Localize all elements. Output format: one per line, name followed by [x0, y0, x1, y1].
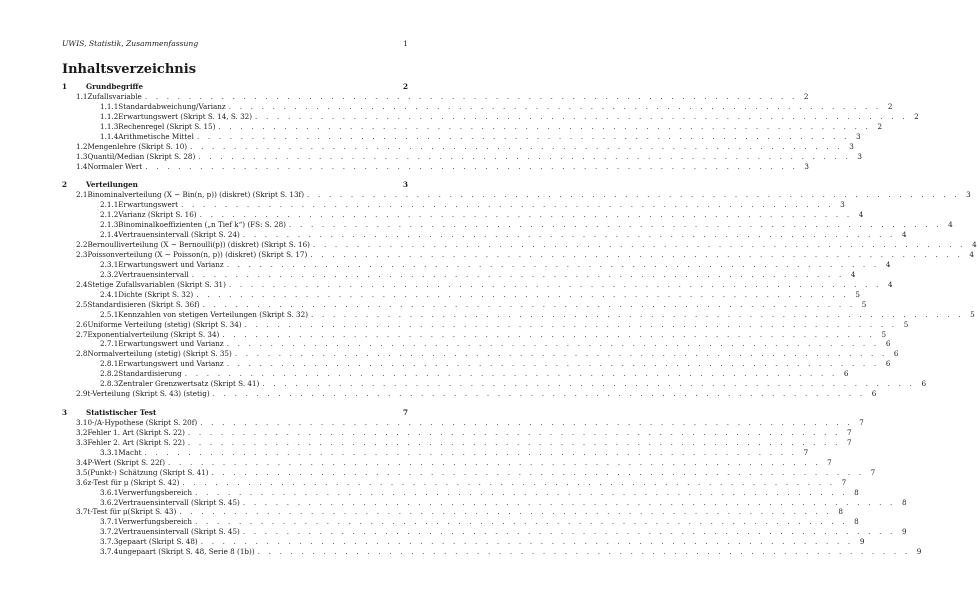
toc-entry-number: 3.6.2	[100, 497, 119, 507]
toc-entry-page: 5	[903, 319, 909, 329]
toc-entry-title: Normaler Wert	[87, 161, 143, 171]
toc-heading: Inhaltsverzeichnis	[62, 62, 197, 77]
toc-section[interactable]	[62, 477, 847, 488]
toc-entry-number: 3.4	[76, 457, 88, 467]
toc-entry-number: 3.7.2	[100, 527, 119, 537]
dot-leader: . . . . . . . . . . . . . . . . . . . . . . . . . . . . . . . . . . . . . . . . . . . . . . . . . . . . . . . . . . . .	[187, 437, 841, 447]
toc-entry-title: Zentraler Grenzwertsatz (Skript S. 41)	[118, 379, 260, 389]
toc-subsection[interactable]	[62, 547, 922, 557]
toc-chapter[interactable]	[62, 180, 408, 190]
toc-entry-title: Statistischer Test	[86, 408, 157, 418]
dot-leader: . . . . . . . . . . . . . . . . . . . . . . . . . . . . . . . . . . . . . . . . . . . . . . . . . . . . . . . . . . . .	[179, 507, 832, 517]
dot-leader: . . . . . . . . . . . . . . . . . . . . . . . . . . . . . . . . . . . . . . . . . . . . . . . . . . . . . . . . . . . .	[187, 427, 841, 437]
toc-entry-title: Exponentialverteilung (Skript S. 34)	[87, 329, 220, 339]
toc-entry-number: 2.1	[76, 190, 88, 200]
toc-subsection[interactable]	[62, 121, 883, 132]
toc-entry-number: 1.1	[76, 91, 88, 101]
toc-entry-number: 2.3.1	[100, 259, 119, 269]
toc-subsection[interactable]	[62, 200, 845, 210]
toc-subsection[interactable]	[62, 537, 865, 547]
toc-entry-title: P-Wert (Skript S. 22f)	[87, 457, 166, 467]
header-title: UWIS, Statistik, Zusammenfassung	[62, 39, 199, 48]
toc-entry-page: 5	[855, 289, 860, 299]
toc-entry-number: 2.7	[76, 329, 88, 339]
toc-entry-page: 4	[858, 210, 864, 220]
dot-leader: . . . . . . . . . . . . . . . . . . . . . . . . . . . . . . . . . . . . . . . . . . . . . . . . . . . . . . . . . . . .	[212, 389, 866, 399]
toc-subsection[interactable]	[62, 309, 975, 320]
dot-leader: . . . . . . . . . . . . . . . . . . . . . . . . . . . . . . . . . . . . . . . . . . . . . . . . . . . . . . . . . . . .	[182, 477, 836, 487]
dot-leader: . . . . . . . . . . . . . . . . . . . . . . . . . . . . . . . . . . . . . . . . . . . . . . . . . . . . . . . . . . . .	[144, 447, 798, 457]
toc-entry-number: 3.7	[76, 507, 88, 517]
toc-entry-title: Standardisieren (Skript S. 36f)	[87, 299, 200, 309]
dot-leader: . . . . . . . . . . . . . . . . . . . . . . . . . . . . . . . . . . . . . . . . . . . . . . . . . . . . . . . . . . . .	[242, 527, 896, 537]
toc-entry-number: 2.4.1	[100, 289, 119, 299]
toc-subsection[interactable]	[62, 259, 891, 270]
dot-leader: . . . . . . . . . . . . . . . . . . . . . . . . . . . . . . . . . . . . . . . . . . . . . . . . . . . . . . . . . . . .	[257, 547, 911, 557]
toc-entry-number: 2.8.3	[100, 379, 119, 389]
dot-leader: . . . . . . . . . . . . . . . . . . . . . . . . . . . . . . . . . . . . . . . . . . . . . . . . . . . . . . . . . . . .	[310, 250, 963, 259]
toc-section[interactable]	[62, 329, 887, 340]
toc-entry-title: Rechenregel (Skript S. 15)	[118, 121, 216, 131]
toc-entry-page: 3	[840, 200, 845, 210]
toc-entry-title: Erwartungswert und Varianz	[118, 339, 224, 349]
table-of-contents	[62, 82, 977, 557]
toc-subsection[interactable]	[62, 220, 953, 230]
toc-entry-number: 1	[62, 82, 68, 91]
dot-leader: . . . . . . . . . . . . . . . . . . . . . . . . . . . . . . . . . . . . . . . . . . . . . . . . . . . . . . . . . . . .	[191, 269, 845, 279]
toc-entry-page: 3	[804, 161, 809, 171]
toc-entry-page: 2	[402, 82, 408, 91]
dot-leader: . . . . . . . . . . . . . . . . . . . . . . . . . . . . . . . . . . . . . . . . . . . . . . . . . . . . . . . . . . . .	[195, 517, 848, 527]
toc-chapter[interactable]	[62, 408, 408, 418]
toc-entry-page: 5	[881, 329, 887, 339]
dot-leader: . . . . . . . . . . . . . . . . . . . . . . . . . . . . . . . . . . . . . . . . . . . . . . . . . . . . . . . . . . . .	[145, 161, 798, 171]
dot-leader: . . . . . . . . . . . . . . . . . . . . . . . . . . . . . . . . . . . . . . . . . . . . . . . . . . . . . . . . . . . .	[200, 418, 853, 427]
toc-section[interactable]	[62, 279, 893, 290]
toc-entry-page: 6	[871, 389, 877, 399]
toc-entry-number: 2.6	[76, 319, 88, 329]
toc-entry-title: ungepaart (Skript S. 48, Serie 8 (1b))	[118, 547, 255, 557]
toc-entry-number: 3.7.1	[100, 517, 119, 527]
toc-entry-number: 2.5	[76, 299, 88, 309]
dot-leader: . . . . . . . . . . . . . . . . . . . . . . . . . . . . . . . . . . . . . . . . . . . . . . . . . . . . . . . . . . . .	[199, 210, 853, 220]
toc-entry-number: 2	[62, 180, 68, 190]
toc-subsection[interactable]	[62, 447, 809, 458]
toc-subsection[interactable]	[62, 517, 859, 527]
toc-entry-page: 2	[887, 101, 893, 111]
toc-entry-number: 2.9	[76, 389, 88, 399]
toc-entry-number: 1.3	[76, 151, 88, 161]
toc-entry-title: Erwartungswert und Varianz	[118, 259, 224, 269]
toc-entry-page: 7	[841, 477, 847, 487]
toc-entry-page: 9	[901, 527, 907, 537]
toc-entry-page: 4	[885, 259, 891, 269]
toc-entry-title: (Punkt-) Schätzung (Skript S. 41)	[87, 467, 209, 477]
dot-leader: . . . . . . . . . . . . . . . . . . . . . . . . . . . . . . . . . . . . . . . . . . . . . . . . . . . . . . . . . . . .	[228, 279, 882, 289]
dot-leader: . . . . . . . . . . . . . . . . . . . . . . . . . . . . . . . . . . . . . . . . . . . . . . . . . . . . . . . . . . . .	[262, 379, 916, 389]
toc-entry-number: 3	[62, 408, 68, 418]
toc-entry-page: 8	[838, 507, 843, 517]
toc-entry-title: Normalverteilung (stetig) (Skript S. 35)	[87, 349, 232, 359]
toc-entry-title: Zufallsvariable	[87, 91, 142, 101]
toc-entry-page: 3	[402, 180, 408, 190]
dot-leader: . . . . . . . . . . . . . . . . . . . . . . . . . . . . . . . . . . . . . . . . . . . . . . . . . . . . . . . . . . . .	[196, 131, 850, 141]
toc-entry-title: Binominalverteilung (X ∼ Bin(n, p)) (diskret) (Skript S. 13f)	[87, 190, 305, 200]
toc-entry-title: Poissonverteilung (X ∼ Poisson(n, p)) (diskret) (Skript S. 17)	[87, 250, 308, 259]
toc-entry-page: 6	[843, 369, 849, 379]
toc-entry-number: 2.7.1	[100, 339, 119, 349]
toc-entry-title: Erwartungswert (Skript S. 14, S. 32)	[118, 111, 253, 121]
toc-entry-number: 2.4	[76, 279, 88, 289]
toc-entry-page: 7	[870, 467, 876, 477]
toc-entry-title: Grundbegriffe	[86, 82, 144, 91]
toc-entry-page: 8	[854, 487, 859, 497]
toc-entry-number: 3.2	[76, 427, 88, 437]
toc-entry-page: 8	[901, 497, 907, 507]
toc-section[interactable]	[62, 507, 843, 517]
toc-entry-title: t-Test für μ(Skript S. 43)	[87, 507, 177, 517]
toc-entry-title: Standardisierung	[118, 369, 182, 379]
toc-entry-number: 2.1.2	[100, 210, 119, 220]
toc-entry-title: Fehler 2. Art (Skript S. 22)	[87, 437, 185, 447]
toc-entry-number: 1.1.2	[100, 111, 119, 121]
toc-section[interactable]	[62, 457, 832, 468]
toc-entry-title: Vertrauensintervall	[118, 269, 189, 279]
toc-entry-title: Verwerfungsbereich	[118, 487, 193, 497]
toc-entry-page: 2	[914, 111, 919, 121]
toc-entry-title: Vertrauensintervall (Skript S. 45)	[118, 527, 240, 537]
toc-entry-title: Standardabweichung/Varianz	[118, 101, 226, 111]
dot-leader: . . . . . . . . . . . . . . . . . . . . . . . . . . . . . . . . . . . . . . . . . . . . . . . . . . . . . . . . . . . .	[226, 339, 880, 349]
dot-leader: . . . . . . . . . . . . . . . . . . . . . . . . . . . . . . . . . . . . . . . . . . . . . . . . . . . . . . . . . . . .	[244, 319, 898, 329]
toc-entry-number: 3.1	[76, 418, 88, 427]
toc-entry-page: 7	[859, 418, 864, 427]
dot-leader: . . . . . . . . . . . . . . . . . . . . . . . . . . . . . . . . . . . . . . . . . . . . . . . . . . . . . . . . . . . .	[168, 457, 821, 467]
toc-entry-page: 2	[877, 121, 883, 131]
toc-entry-number: 1.1.3	[100, 121, 119, 131]
toc-section[interactable]	[62, 161, 809, 172]
toc-entry-page: 6	[885, 339, 891, 349]
toc-entry-title: Kennzahlen von stetigen Verteilungen (Skript S. 32)	[118, 309, 309, 319]
toc-entry-title: Arithmetische Mittel	[118, 131, 194, 141]
toc-entry-page: 7	[847, 427, 852, 437]
toc-section[interactable]	[62, 389, 877, 399]
toc-entry-number: 3.7.3	[100, 537, 119, 547]
toc-entry-number: 3.5	[76, 467, 88, 477]
toc-entry-page: 4	[888, 279, 893, 289]
toc-section[interactable]	[62, 141, 854, 152]
toc-section[interactable]	[62, 91, 809, 102]
toc-entry-title: Vertrauensintervall (Skript S. 24)	[118, 230, 240, 240]
toc-entry-number: 2.8	[76, 349, 88, 359]
toc-section[interactable]	[62, 240, 977, 250]
toc-entry-number: 1.1.1	[100, 101, 119, 111]
toc-entry-page: 7	[402, 408, 408, 418]
toc-entry-title: Erwartungswert und Varianz	[118, 359, 224, 369]
dot-leader: . . . . . . . . . . . . . . . . . . . . . . . . . . . . . . . . . . . . . . . . . . . . . . . . . . . . . . . . . . . .	[222, 329, 876, 339]
running-header	[62, 39, 408, 48]
dot-leader: . . . . . . . . . . . . . . . . . . . . . . . . . . . . . . . . . . . . . . . . . . . . . . . . . . . . . . . . . . . .	[242, 230, 896, 240]
dot-leader: . . . . . . . . . . . . . . . . . . . . . . . . . . . . . . . . . . . . . . . . . . . . . . . . . . . . . . . . . . . .	[198, 151, 851, 161]
header-page-number: 1	[403, 39, 408, 48]
toc-entry-title: Uniforme Verteilung (stetig) (Skript S. 34)	[87, 319, 242, 329]
toc-entry-title: Verteilungen	[86, 180, 138, 190]
toc-entry-title: gepaart (Skript S. 48)	[118, 537, 198, 547]
toc-entry-title: Mengenlehre (Skript S. 10)	[87, 141, 188, 151]
toc-chapter[interactable]	[62, 82, 408, 92]
toc-entry-number: 2.3	[76, 250, 88, 259]
toc-subsection[interactable]	[62, 111, 919, 122]
toc-subsection[interactable]	[62, 230, 907, 240]
toc-entry-page: 3	[855, 131, 861, 141]
toc-entry-number: 3.3.1	[100, 447, 119, 457]
toc-entry-title: Verwerfungsbereich	[118, 517, 193, 527]
toc-entry-page: 7	[847, 437, 852, 447]
toc-entry-page: 7	[827, 457, 832, 467]
toc-entry-title: Erwartungswert	[118, 200, 179, 210]
toc-entry-page: 9	[859, 537, 865, 547]
dot-leader: . . . . . . . . . . . . . . . . . . . . . . . . . . . . . . . . . . . . . . . . . . . . . . . . . . . . . . . . . . . .	[196, 289, 849, 299]
toc-entry-number: 3.6.1	[100, 487, 119, 497]
dot-leader: . . . . . . . . . . . . . . . . . . . . . . . . . . . . . . . . . . . . . . . . . . . . . . . . . . . . . . . . . . . .	[202, 299, 856, 309]
toc-entry-title: Bernoulliverteilung (X ∼ Bernoulli(p)) (diskret) (Skript S. 16)	[87, 240, 310, 250]
toc-entry-number: 3.7.4	[100, 547, 119, 557]
toc-entry-title: Varianz (Skript S. 16)	[118, 210, 197, 220]
toc-entry-number: 1.2	[76, 141, 88, 151]
toc-entry-page: 4	[948, 220, 953, 230]
toc-subsection[interactable]	[62, 269, 856, 280]
dot-leader: . . . . . . . . . . . . . . . . . . . . . . . . . . . . . . . . . . . . . . . . . . . . . . . . . . . . . . . . . . . .	[307, 190, 960, 200]
toc-subsection[interactable]	[62, 289, 860, 300]
toc-entry-number: 3.3	[76, 437, 88, 447]
toc-subsection[interactable]	[62, 497, 907, 508]
toc-entry-page: 3	[857, 151, 862, 161]
toc-entry-number: 2.1.3	[100, 220, 119, 230]
toc-entry-page: 4	[969, 250, 974, 259]
toc-entry-number: 3.6	[76, 477, 88, 487]
toc-entry-number: 2.2	[76, 240, 88, 250]
toc-entry-title: Binominalkoeffizienten („n Tief k“) (FS: S. 28)	[118, 220, 286, 230]
toc-entry-page: 6	[885, 359, 891, 369]
dot-leader: . . . . . . . . . . . . . . . . . . . . . . . . . . . . . . . . . . . . . . . . . . . . . . . . . . . . . . . . . . . .	[228, 101, 882, 111]
toc-entry-number: 2.8.1	[100, 359, 119, 369]
toc-section[interactable]	[62, 467, 876, 478]
toc-entry-title: Dichte (Skript S. 32)	[118, 289, 194, 299]
toc-entry-title: Macht	[118, 447, 142, 457]
toc-subsection[interactable]	[62, 527, 907, 537]
toc-entry-page: 3	[849, 141, 854, 151]
dot-leader: . . . . . . . . . . . . . . . . . . . . . . . . . . . . . . . . . . . . . . . . . . . . . . . . . . . . . . . . . . . .	[242, 497, 896, 507]
toc-entry-page: 4	[972, 240, 977, 250]
toc-entry-number: 2.1.4	[100, 230, 119, 240]
toc-section[interactable]	[62, 437, 852, 448]
toc-entry-title: Vertrauensintervall (Skript S. 45)	[118, 497, 240, 507]
toc-entry-page: 6	[893, 349, 899, 359]
dot-leader: . . . . . . . . . . . . . . . . . . . . . . . . . . . . . . . . . . . . . . . . . . . . . . . . . . . . . . . . . . . .	[289, 220, 942, 230]
toc-entry-title: z-Test für μ (Skript S. 42)	[87, 477, 180, 487]
dot-leader: . . . . . . . . . . . . . . . . . . . . . . . . . . . . . . . . . . . . . . . . . . . . . . . . . . . . . . . . . . . .	[184, 369, 838, 379]
toc-subsection[interactable]	[62, 131, 861, 142]
toc-subsection[interactable]	[62, 359, 891, 369]
dot-leader: . . . . . . . . . . . . . . . . . . . . . . . . . . . . . . . . . . . . . . . . . . . . . . . . . . . . . . . . . . . .	[311, 309, 964, 319]
dot-leader: . . . . . . . . . . . . . . . . . . . . . . . . . . . . . . . . . . . . . . . . . . . . . . . . . . . . . . . . . . . .	[181, 200, 834, 210]
toc-entry-page: 5	[970, 309, 975, 319]
toc-subsection[interactable]	[62, 101, 893, 112]
toc-subsection[interactable]	[62, 210, 864, 220]
toc-subsection[interactable]	[62, 487, 859, 498]
toc-entry-title: Fehler 1. Art (Skript S. 22)	[87, 427, 185, 437]
toc-section[interactable]	[62, 190, 971, 200]
toc-entry-page: 4	[901, 230, 907, 240]
toc-entry-title: t-Verteilung (Skript S. 43) (stetig)	[87, 389, 210, 399]
toc-entry-page: 2	[803, 91, 809, 101]
toc-entry-page: 4	[850, 269, 856, 279]
toc-entry-title: 0-/A-Hypothese (Skript S. 20f)	[87, 418, 198, 427]
toc-section[interactable]	[62, 250, 974, 260]
dot-leader: . . . . . . . . . . . . . . . . . . . . . . . . . . . . . . . . . . . . . . . . . . . . . . . . . . . . . . . . . . . .	[218, 121, 872, 131]
dot-leader: . . . . . . . . . . . . . . . . . . . . . . . . . . . . . . . . . . . . . . . . . . . . . . . . . . . . . . . . . . . .	[226, 259, 880, 269]
toc-entry-page: 5	[861, 299, 867, 309]
toc-section[interactable]	[62, 418, 864, 428]
toc-entry-number: 2.3.2	[100, 269, 119, 279]
toc-section[interactable]	[62, 151, 862, 162]
toc-entry-page: 8	[854, 517, 859, 527]
toc-entry-title: Quantil/Median (Skript S. 28)	[87, 151, 196, 161]
toc-entry-number: 2.8.2	[100, 369, 119, 379]
dot-leader: . . . . . . . . . . . . . . . . . . . . . . . . . . . . . . . . . . . . . . . . . . . . . . . . . . . . . . . . . . . .	[234, 349, 888, 359]
dot-leader: . . . . . . . . . . . . . . . . . . . . . . . . . . . . . . . . . . . . . . . . . . . . . . . . . . . . . . . . . . . .	[226, 359, 880, 369]
dot-leader: . . . . . . . . . . . . . . . . . . . . . . . . . . . . . . . . . . . . . . . . . . . . . . . . . . . . . . . . . . . .	[144, 91, 798, 101]
toc-subsection[interactable]	[62, 339, 891, 349]
dot-leader: . . . . . . . . . . . . . . . . . . . . . . . . . . . . . . . . . . . . . . . . . . . . . . . . . . . . . . . . . . . .	[312, 240, 966, 250]
toc-entry-number: 1.4	[76, 161, 88, 171]
toc-entry-page: 9	[916, 547, 922, 557]
toc-section[interactable]	[62, 349, 899, 359]
dot-leader: . . . . . . . . . . . . . . . . . . . . . . . . . . . . . . . . . . . . . . . . . . . . . . . . . . . . . . . . . . . .	[190, 141, 843, 151]
toc-entry-number: 2.5.1	[100, 309, 119, 319]
dot-leader: . . . . . . . . . . . . . . . . . . . . . . . . . . . . . . . . . . . . . . . . . . . . . . . . . . . . . . . . . . . .	[211, 467, 865, 477]
dot-leader: . . . . . . . . . . . . . . . . . . . . . . . . . . . . . . . . . . . . . . . . . . . . . . . . . . . . . . . . . . . .	[195, 487, 848, 497]
toc-entry-number: 1.1.4	[100, 131, 119, 141]
dot-leader: . . . . . . . . . . . . . . . . . . . . . . . . . . . . . . . . . . . . . . . . . . . . . . . . . . . . . . . . . . . .	[255, 111, 908, 121]
toc-entry-title: Stetige Zufallsvariablen (Skript S. 31)	[87, 279, 226, 289]
toc-entry-number: 2.1.1	[100, 200, 119, 210]
toc-section[interactable]	[62, 319, 909, 330]
toc-entry-page: 6	[921, 379, 927, 389]
toc-subsection[interactable]	[62, 369, 849, 379]
dot-leader: . . . . . . . . . . . . . . . . . . . . . . . . . . . . . . . . . . . . . . . . . . . . . . . . . . . . . . . . . . . .	[200, 537, 854, 547]
toc-section[interactable]	[62, 427, 852, 438]
toc-section[interactable]	[62, 299, 867, 310]
toc-subsection[interactable]	[62, 379, 927, 389]
toc-entry-page: 7	[803, 447, 809, 457]
toc-entry-page: 3	[966, 190, 971, 200]
